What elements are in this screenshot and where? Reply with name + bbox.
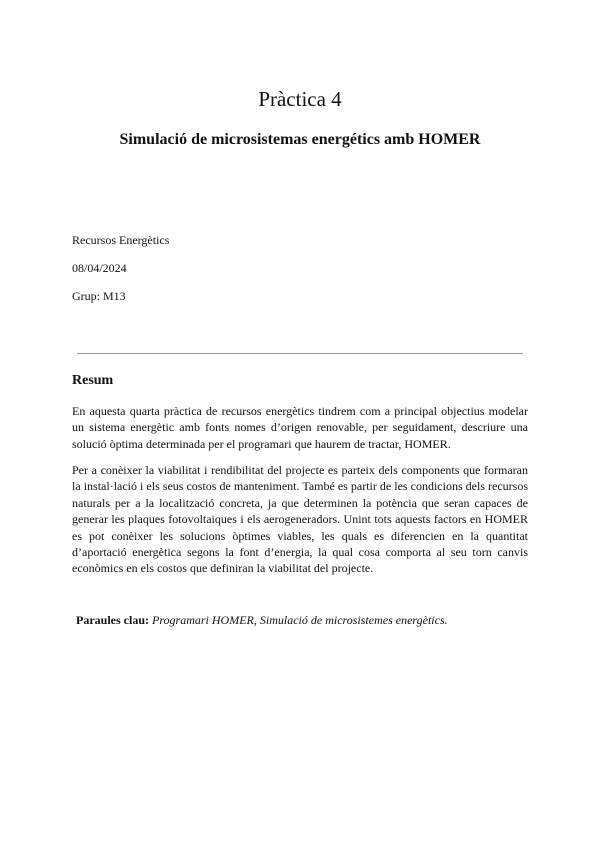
abstract-paragraph-1: En aquesta quarta pràctica de recursos energètics tindrem com a principal objectius modelar un sistema energètic amb fonts nomes d’origen renovable, per seguidament, descriure una solució òptima determinada per el programari que haurem de tractar, HOMER. xyxy=(72,404,528,451)
course-name: Recursos Energètics xyxy=(72,233,170,247)
document-date: 08/04/2024 xyxy=(72,261,127,275)
group-label: Grup: M13 xyxy=(72,289,126,303)
abstract-heading: Resum xyxy=(72,373,114,388)
page-title: Pràctica 4 xyxy=(258,87,342,111)
keywords-line xyxy=(76,612,448,628)
abstract-paragraph-2: Per a conèixer la viabilitat i rendibilitat del projecte es parteix dels components que formaran la instal·lació i els seus costos de manteniment. També es partir de les condicions dels recursos naturals per a la localització concreta, ja que determinen la potència que seran capaces de generar les plaques fotovoltaiques i els aerogeneradors. Unint tots aquests factors en HOMER es pot conèixer les solucions òptimes viables, les quals es diferencien en la quantitat d’aportació energètica segons la font d’energia, la qual cosa comporta al seu torn canvis econòmics en els costos que definiran la viabilitat del projecte. xyxy=(72,463,528,576)
section-divider xyxy=(77,353,523,354)
page-subtitle: Simulació de microsistemas energétics amb HOMER xyxy=(119,131,481,148)
keywords-value: Programari HOMER, Simulació de microsistemes energètics. xyxy=(152,613,448,627)
keywords-label: Paraules clau: xyxy=(76,613,149,627)
